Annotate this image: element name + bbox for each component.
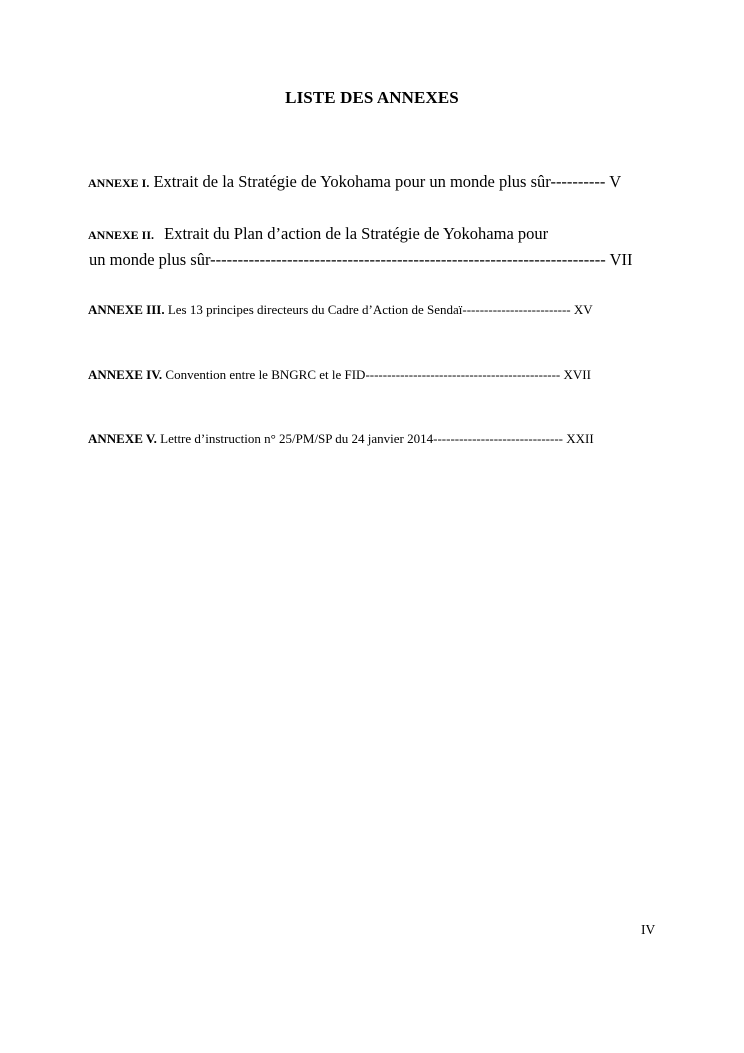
annex-label: ANNEXE II.: [88, 228, 155, 242]
annex-label: ANNEXE V.: [88, 431, 157, 446]
page-title: LISTE DES ANNEXES: [285, 88, 459, 107]
annex-text: Convention entre le BNGRC et le FID--------------------------------------------- XVII: [162, 367, 591, 382]
annex-text: Extrait du Plan d’action de la Stratégie de Yokohama pour: [160, 224, 549, 243]
annex-text: Lettre d’instruction n° 25/PM/SP du 24 janvier 2014------------------------------ XXII: [156, 431, 594, 446]
annex-text: Les 13 principes directeurs du Cadre d’Action de Sendaï------------------------- XV: [164, 302, 593, 317]
annex-label: ANNEXE IV.: [88, 367, 163, 382]
annex-entry-1: [88, 172, 621, 192]
annex-text: Extrait de la Stratégie de Yokohama pour un monde plus sûr---------- V: [149, 172, 622, 191]
annex-text: un monde plus sûr------------------------------------------------------------------------ VII: [89, 250, 633, 269]
annex-label: ANNEXE III.: [88, 302, 165, 317]
annex-entry-4: [88, 367, 591, 383]
annex-entry-5: [88, 431, 594, 447]
annex-label: ANNEXE I.: [88, 176, 150, 190]
page-number: IV: [641, 922, 656, 937]
annex-entry-2-continuation: [89, 250, 632, 270]
annex-entry-2: [88, 224, 548, 244]
annex-entry-3: [88, 302, 593, 318]
